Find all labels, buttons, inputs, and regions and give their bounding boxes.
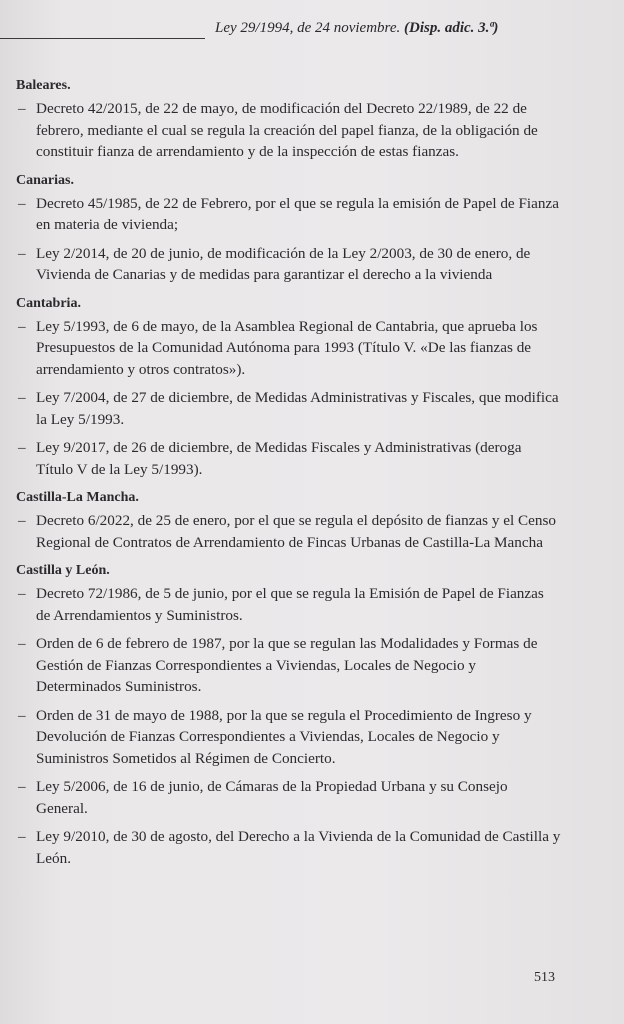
dash-bullet: –	[18, 244, 26, 262]
page-number: 513	[534, 970, 555, 985]
law-entry-text: Ley 9/2017, de 26 de diciembre, de Medidas Fiscales y Administrativas (deroga Título V de la Ley 5/1993).	[36, 439, 522, 478]
dash-bullet: –	[18, 389, 26, 406]
dash-bullet: –	[18, 194, 26, 212]
region-heading: Cantabria.	[16, 295, 81, 311]
dash-bullet: –	[18, 317, 26, 335]
region-section	[16, 78, 561, 163]
law-entry	[16, 826, 561, 869]
dash-bullet: –	[18, 585, 26, 602]
header-title: Ley 29/1994, de 24 noviembre.	[215, 20, 401, 36]
law-entry-text: Orden de 6 de febrero de 1987, por la que se regulan las Modalidades y Formas de Gestión de Fianzas Correspondientes a Viviendas, Locales de Negocio y Determinados Suministros.	[36, 635, 538, 695]
dash-bullet: –	[18, 635, 26, 652]
region-section	[16, 563, 561, 869]
region-section	[16, 296, 561, 481]
law-entry	[16, 437, 561, 480]
law-entry	[16, 776, 561, 819]
law-entry-text: Ley 9/2010, de 30 de agosto, del Derecho a la Vivienda de la Comunidad de Castilla y León.	[36, 828, 561, 867]
law-entry	[16, 705, 561, 770]
dash-bullet: –	[18, 512, 26, 529]
law-entry-text: Decreto 45/1985, de 22 de Febrero, por el que se regula la emisión de Papel de Fianza en materia de vivienda;	[36, 194, 559, 233]
law-entry	[16, 387, 561, 430]
header-rule	[0, 38, 205, 39]
region-section	[16, 173, 561, 286]
law-entry	[16, 316, 561, 381]
law-entry-text: Decreto 72/1986, de 5 de junio, por el que se regula la Emisión de Papel de Fianzas de Arrendamientos y Suministros.	[36, 585, 544, 624]
law-entry-text: Ley 5/1993, de 6 de mayo, de la Asamblea Regional de Cantabria, que aprueba los Presupuestos de la Comunidad Autónoma para 1993 (Título V. «De las fianzas de arrendamiento y otros contratos»).	[36, 317, 538, 378]
law-entry	[16, 193, 561, 236]
running-header	[215, 20, 615, 37]
law-entry-text: Ley 7/2004, de 27 de diciembre, de Medidas Administrativas y Fiscales, que modifica la Ley 5/1993.	[36, 389, 559, 428]
region-heading: Baleares.	[16, 78, 71, 93]
law-entry	[16, 98, 561, 163]
law-entry	[16, 510, 561, 553]
region-heading: Castilla-La Mancha.	[16, 490, 139, 505]
law-entry	[16, 583, 561, 626]
region-section	[16, 490, 561, 553]
region-heading: Castilla y León.	[16, 563, 110, 578]
law-entry-text: Orden de 31 de mayo de 1988, por la que se regula el Procedimiento de Ingreso y Devolución de Fianzas Correspondientes a Viviendas, Locales de Negocio y Suministros Sometidos al Régimen de Concierto.	[36, 706, 532, 767]
law-entry-text: Ley 2/2014, de 20 de junio, de modificación de la Ley 2/2003, de 30 de enero, de Vivienda de Canarias y de medidas para garantizar el derecho a la vivienda	[36, 244, 531, 283]
law-entry	[16, 243, 561, 286]
law-entry	[16, 633, 561, 698]
dash-bullet: –	[18, 100, 26, 117]
law-entry-text: Decreto 6/2022, de 25 de enero, por el que se regula el depósito de fianzas y el Censo Regional de Contratos de Arrendamiento de Fincas Urbanas de Castilla-La Mancha	[36, 512, 556, 551]
law-entry-text: Ley 5/2006, de 16 de junio, de Cámaras de la Propiedad Urbana y su Consejo General.	[36, 778, 508, 817]
header-section: (Disp. adic. 3.ª)	[404, 20, 499, 36]
legislation-list	[16, 78, 561, 879]
dash-bullet: –	[18, 778, 26, 795]
dash-bullet: –	[18, 828, 26, 845]
law-entry-text: Decreto 42/2015, de 22 de mayo, de modificación del Decreto 22/1989, de 22 de febrero, mediante el cual se regula la creación del papel fianza, de la obligación de constituir fianza de arrendamiento y de la inspección de estas fianzas.	[36, 100, 538, 160]
dash-bullet: –	[18, 439, 26, 456]
region-heading: Canarias.	[16, 172, 74, 188]
dash-bullet: –	[18, 706, 26, 724]
